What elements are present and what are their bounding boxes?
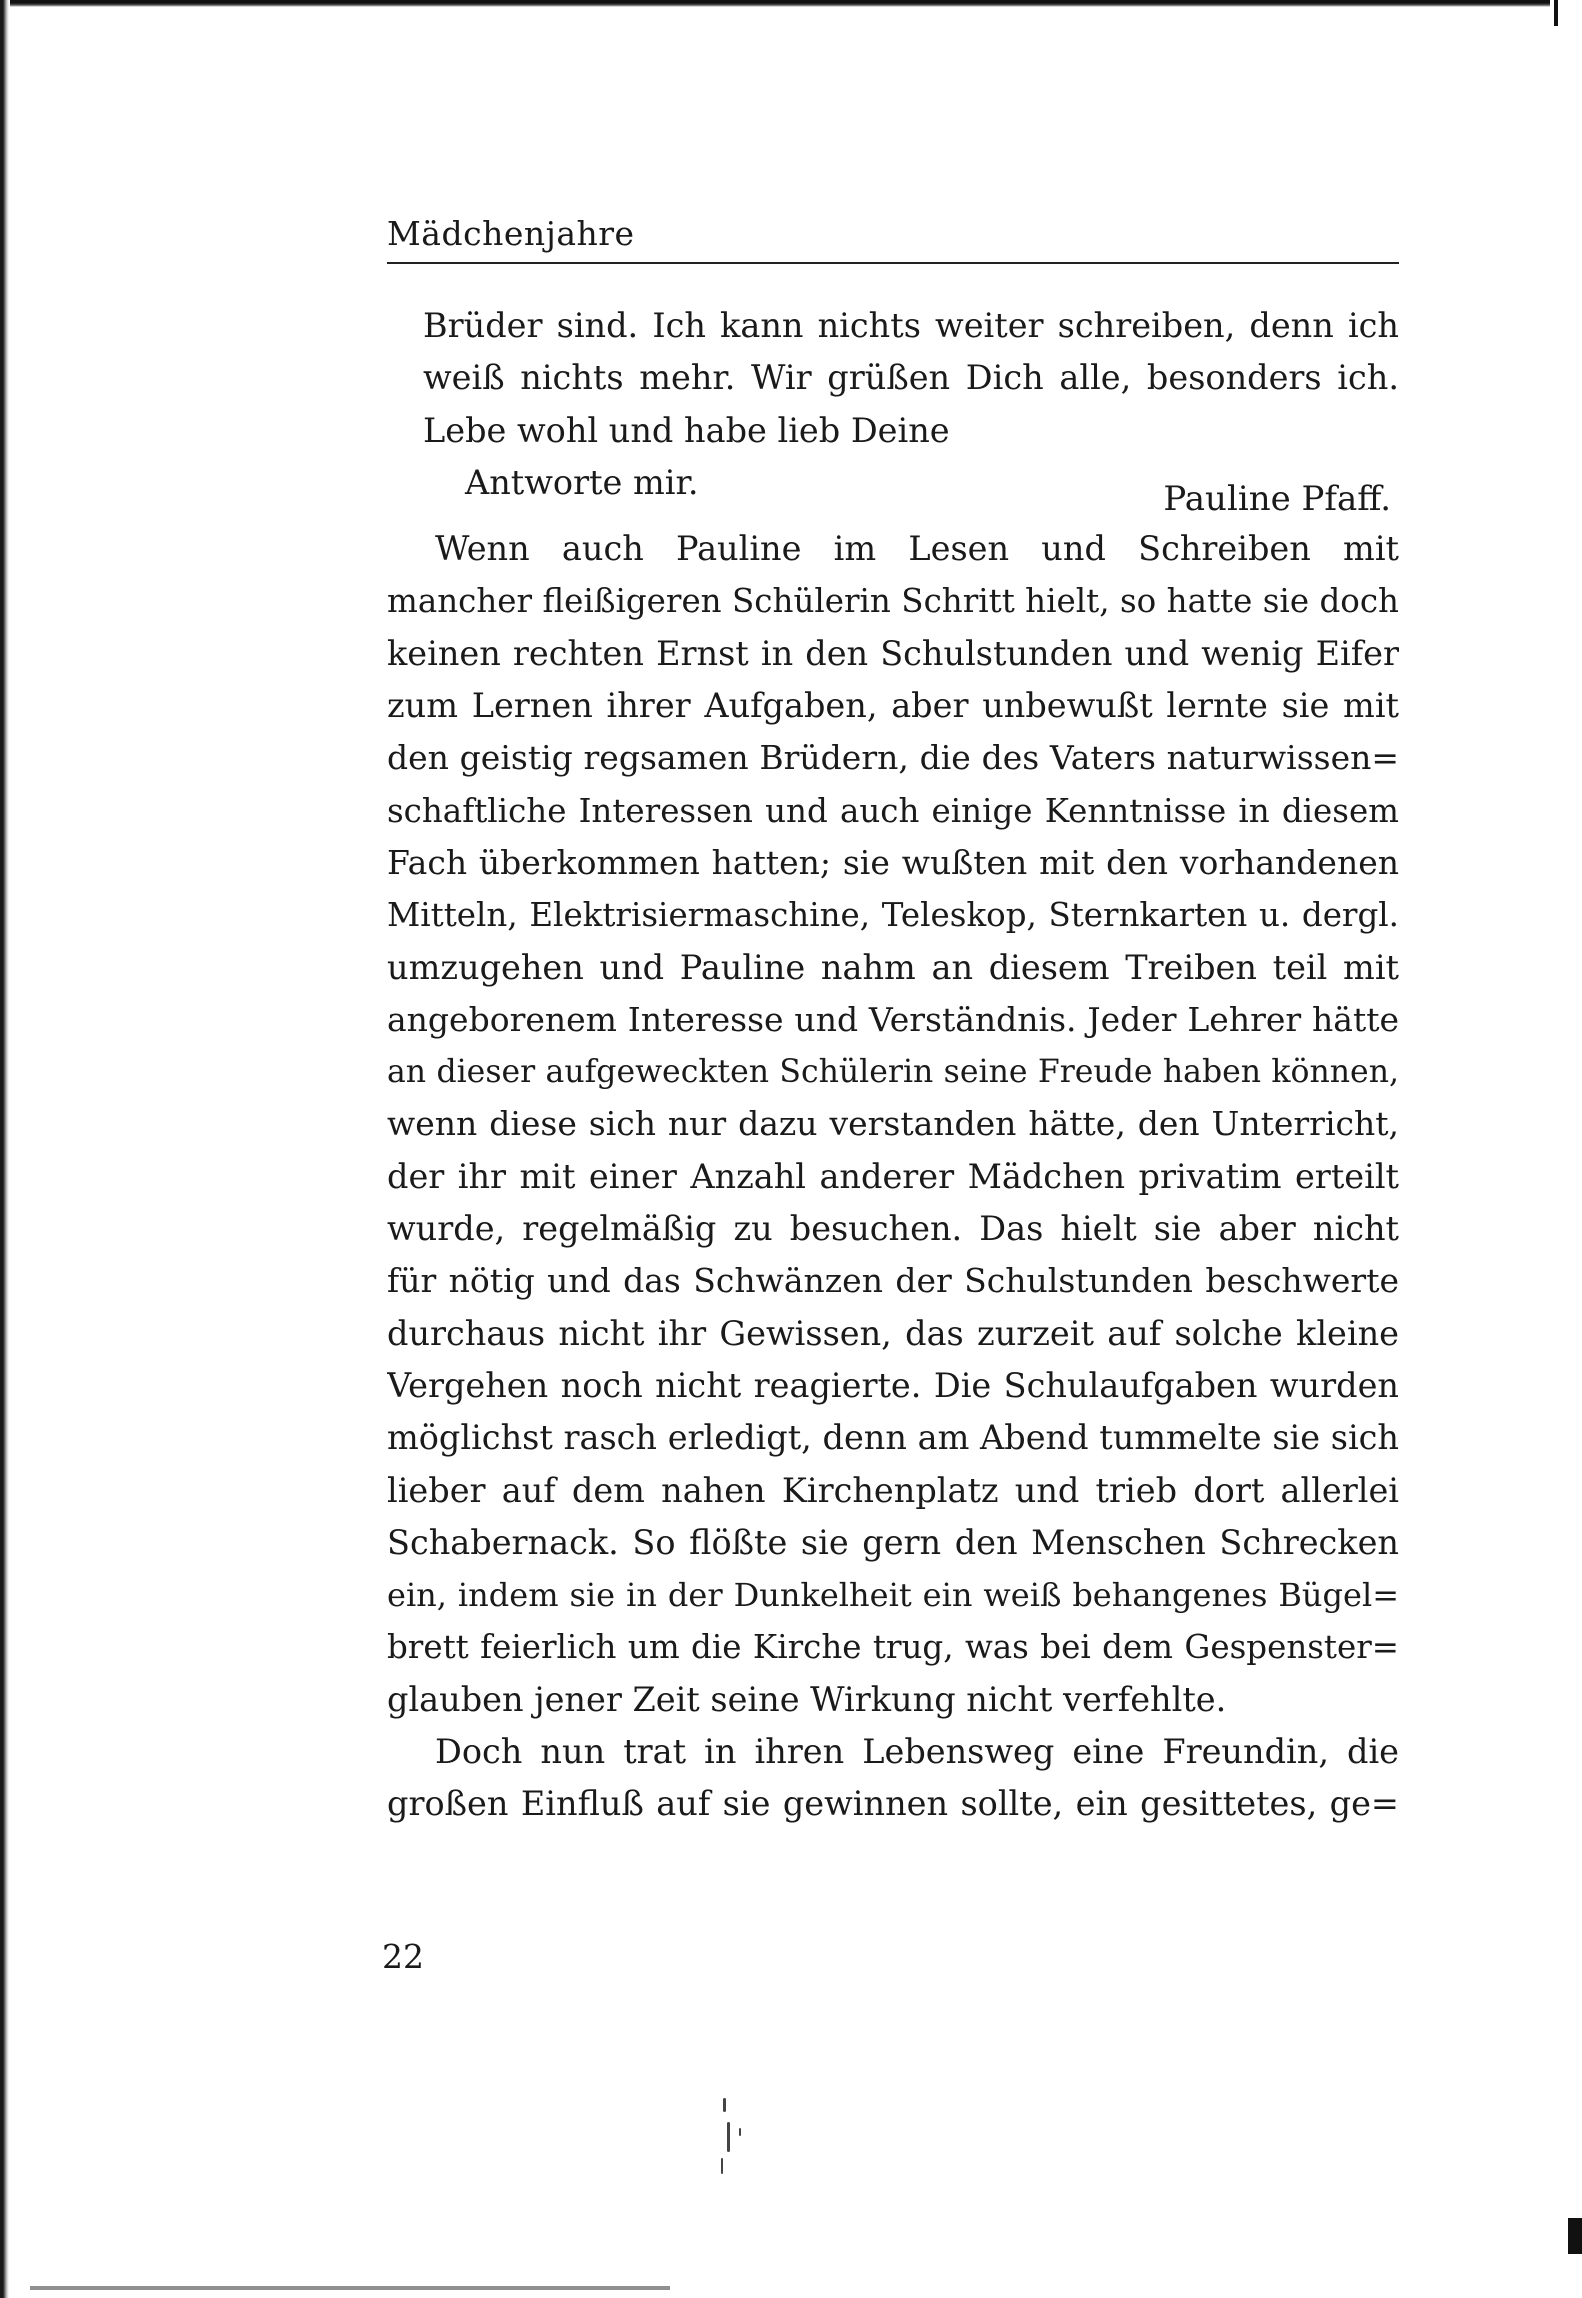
letter-closing	[387, 300, 1399, 519]
paragraph	[387, 1726, 1399, 1831]
text-line: an dieser aufgeweckten Schülerin seine Freude haben können,	[387, 1054, 1399, 1091]
scan-corner-mark	[1568, 2218, 1582, 2254]
signature: Pauline Pfaff.	[1163, 478, 1391, 519]
text-line: Doch nun trat in ihren Lebensweg eine Freundin, die	[435, 1732, 1399, 1772]
header-rule	[387, 262, 1399, 264]
page-number: 22	[382, 1937, 424, 1976]
text-line: für nötig und das Schwänzen der Schulstunden beschwerte	[387, 1261, 1399, 1301]
scan-edge-left	[0, 0, 9, 2298]
paragraph	[387, 523, 1399, 1726]
text-line: schaftliche Interessen und auch einige Kenntnisse in diesem	[387, 791, 1399, 830]
signature-row	[387, 457, 1399, 519]
text-line: zum Lernen ihrer Aufgaben, aber unbewußt lernte sie mit	[387, 686, 1399, 726]
scan-edge-top	[10, 0, 1550, 7]
text-line: der ihr mit einer Anzahl anderer Mädchen privatim erteilt	[387, 1156, 1399, 1196]
scan-edge-right-mark	[1554, 0, 1558, 26]
text-line: möglichst rasch erledigt, denn am Abend tummelte sie sich	[387, 1418, 1399, 1458]
body-text	[387, 300, 1399, 1831]
text-line: weiß nichts mehr. Wir grüßen Dich alle, besonders ich.	[423, 358, 1399, 398]
text-line: großen Einfluß auf sie gewinnen sollte, ein gesittetes, ge=	[387, 1784, 1399, 1824]
text-line: Fach überkommen hatten; sie wußten mit den vorhandenen	[387, 842, 1399, 882]
text-line: Schabernack. So flößte sie gern den Menschen Schrecken	[387, 1522, 1399, 1562]
text-line: Mitteln, Elektrisiermaschine, Teleskop, Sternkarten u. dergl.	[387, 896, 1399, 935]
text-line: brett feierlich um die Kirche trug, was bei dem Gespenster=	[387, 1628, 1399, 1667]
text-line: lieber auf dem nahen Kirchenplatz und trieb dort allerlei	[387, 1470, 1399, 1510]
text-line: umzugehen und Pauline nahm an diesem Treiben teil mit	[387, 947, 1399, 987]
text-line: glauben jener Zeit seine Wirkung nicht verfehlte.	[387, 1679, 1227, 1719]
text-line: ein, indem sie in der Dunkelheit ein weiß behangenes Bügel=	[387, 1576, 1399, 1615]
running-head: Mädchenjahre	[387, 214, 635, 253]
text-line: den geistig regsamen Brüdern, die des Vaters naturwissen=	[387, 738, 1399, 778]
text-line: angeborenem Interesse und Verständnis. Jeder Lehrer hätte	[387, 999, 1399, 1039]
text-line: durchaus nicht ihr Gewissen, das zurzeit auf solche kleine	[387, 1313, 1399, 1353]
text-line: Brüder sind. Ich kann nichts weiter schreiben, denn ich	[423, 306, 1399, 345]
text-line: wurde, regelmäßig zu besuchen. Das hielt sie aber nicht	[387, 1209, 1399, 1249]
text-line: mancher fleißigeren Schülerin Schritt hielt, so hatte sie doch	[387, 582, 1399, 621]
scan-specks	[705, 2098, 745, 2178]
text-line: wenn diese sich nur dazu verstanden hätte, den Unterricht,	[387, 1104, 1399, 1144]
text-line: Wenn auch Pauline im Lesen und Schreiben mit	[435, 529, 1399, 569]
text-line: Lebe wohl und habe lieb Deine	[423, 410, 950, 450]
scan-edge-bottom	[30, 2286, 670, 2290]
postscript: Antworte mir.	[465, 462, 699, 502]
text-line: keinen rechten Ernst in den Schulstunden und wenig Eifer	[387, 633, 1399, 673]
text-line: Vergehen noch nicht reagierte. Die Schulaufgaben wurden	[387, 1365, 1399, 1405]
